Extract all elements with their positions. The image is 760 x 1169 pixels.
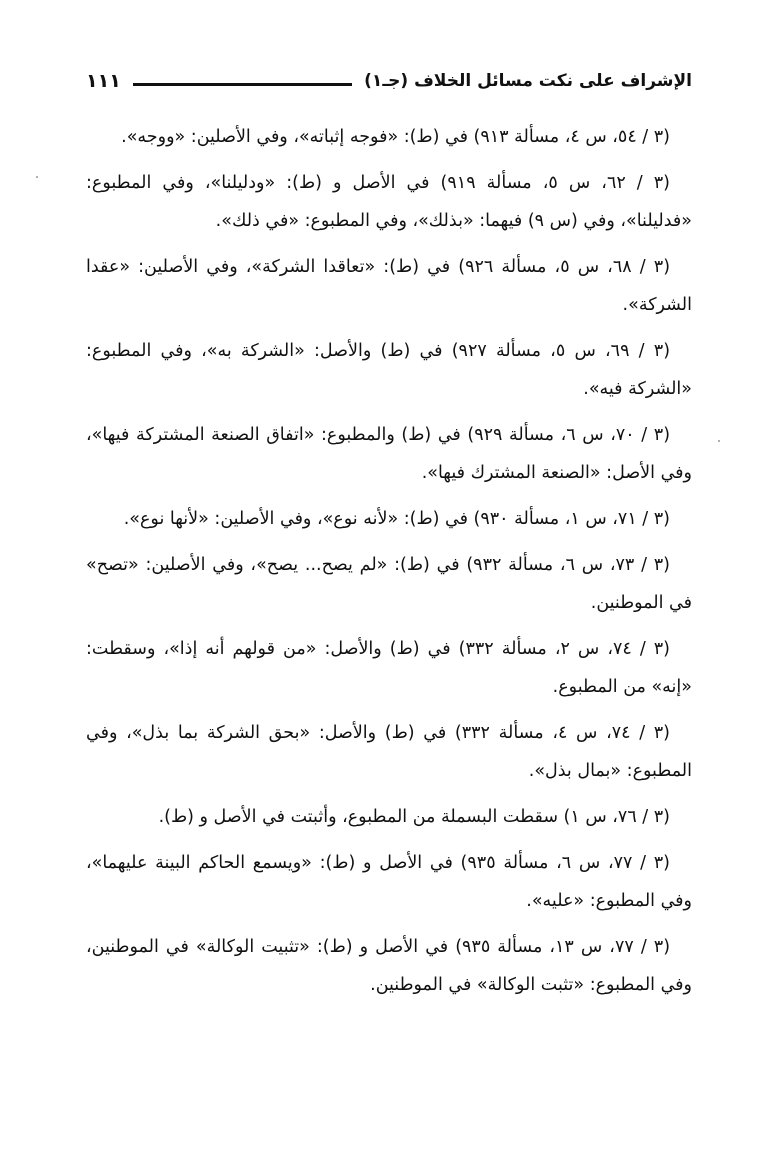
note-paragraph: (٣ / ٧٤، س ٤، مسألة ٣٣٢) في (ط) والأصل: «بحق الشركة بما بذل»، وفي المطبوع: «بمال بذل». bbox=[86, 723, 692, 781]
note-paragraph: (٣ / ٧٤، س ٢، مسألة ٣٣٢) في (ط) والأصل: «من قولهم أنه إذا»، وسقطت: «إنه» من المطبوع. bbox=[86, 639, 692, 697]
page-header bbox=[86, 62, 692, 100]
note-paragraph: (٣ / ٧٧، س ١٣، مسألة ٩٣٥) في الأصل و (ط): «تثبيت الوكالة» في الموطنين، وفي المطبوع: «تثبت الوكالة» في الموطنين. bbox=[86, 937, 692, 995]
note-paragraph: (٣ / ٦٨، س ٥، مسألة ٩٢٦) في (ط): «تعاقدا الشركة»، وفي الأصلين: «عقدا الشركة». bbox=[86, 257, 692, 315]
scan-speck bbox=[36, 176, 38, 178]
note-paragraph: (٣ / ٧٦، س ١) سقطت البسملة من المطبوع، وأثبتت في الأصل و (ط). bbox=[158, 807, 670, 827]
note-paragraph: (٣ / ٧١، س ١، مسألة ٩٣٠) في (ط): «لأنه نوع»، وفي الأصلين: «لأنها نوع». bbox=[123, 509, 670, 529]
page-number: ١١١ bbox=[86, 70, 121, 92]
scan-speck bbox=[718, 440, 720, 442]
note-paragraph: (٣ / ٧٣، س ٦، مسألة ٩٣٢) في (ط): «لم يصح... يصح»، وفي الأصلين: «تصح» في الموطنين. bbox=[86, 555, 692, 613]
running-title: الإشراف على نكت مسائل الخلاف (جـ١) bbox=[364, 71, 692, 91]
note-paragraph: (٣ / ٦٩، س ٥، مسألة ٩٢٧) في (ط) والأصل: «الشركة به»، وفي المطبوع: «الشركة فيه». bbox=[86, 341, 692, 399]
note-paragraph: (٣ / ٦٢، س ٥، مسألة ٩١٩) في الأصل و (ط): «ودليلنا»، وفي المطبوع: «فدليلنا»، وفي (س ٩) فيهما: «بذلك»، وفي المطبوع: «في ذلك». bbox=[86, 173, 692, 231]
note-paragraph: (٣ / ٥٤، س ٤، مسألة ٩١٣) في (ط): «فوجه إثباته»، وفي الأصلين: «ووجه». bbox=[121, 127, 670, 147]
note-paragraph: (٣ / ٧٧، س ٦، مسألة ٩٣٥) في الأصل و (ط): «ويسمع الحاكم البينة عليهما»، وفي المطبوع: «عليه». bbox=[86, 853, 692, 911]
note-paragraph: (٣ / ٧٠، س ٦، مسألة ٩٢٩) في (ط) والمطبوع: «اتفاق الصنعة المشتركة فيها»، وفي الأصل: «الصنعة المشترك فيها». bbox=[86, 425, 692, 483]
notes-list bbox=[86, 118, 692, 1004]
header-rule bbox=[133, 83, 352, 86]
